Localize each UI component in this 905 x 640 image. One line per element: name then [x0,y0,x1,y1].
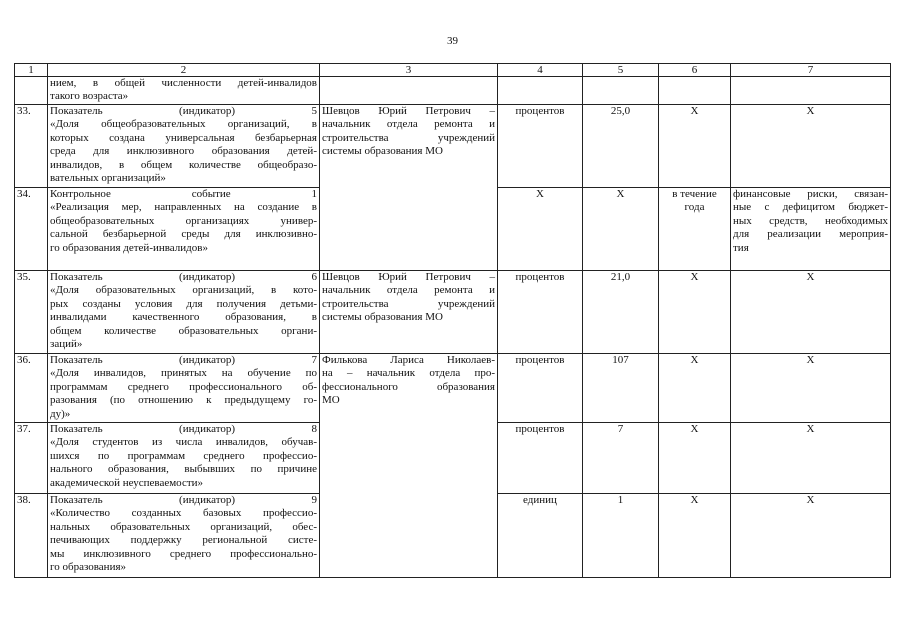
text-line: «Реализация мер, направленных на создание в [50,201,317,214]
text-line: Х [806,423,815,435]
text-line: сальной безбарьерной среды для инклюзивно- [50,228,317,241]
risk-description [731,271,891,354]
text-line: нальных образовательных организаций, обес- [50,520,317,533]
text-line: Показатель (индикатор) 8 [50,423,317,435]
text-line: «Доля студентов из числа инвалидов, обучав- [50,436,317,449]
column-header-6: 6 [659,64,731,77]
text-line: нального образования, выбывших по причине [50,463,317,476]
text-line: Х [690,354,699,366]
text-line: общем количестве образовательных органи- [50,324,317,337]
indicator-value: 107 [583,354,659,423]
text-line: шихся по программам среднего профессио- [50,449,317,462]
text-line: печивающих поддержку региональной систе- [50,534,317,547]
responsible-person [320,271,498,354]
row-number: 33. [15,105,48,188]
indicator-description [48,77,320,105]
text-line: Шевцов Юрий Петрович – [322,105,495,117]
risk-description [731,354,891,423]
row-number: 36. [15,354,48,423]
text-line: Х [806,105,815,117]
indicator-description [48,105,320,188]
responsible-person [320,105,498,271]
text-line: Показатель (индикатор) 6 [50,271,317,283]
completion-term [659,423,731,494]
page-number: 39 [447,35,458,47]
text-line: года [684,201,705,214]
text-line: ных средств, необходимых [733,214,888,227]
completion-term [659,77,731,105]
text-line: «Количество созданных базовых профессио- [50,507,317,520]
text-line: «Доля инвалидов, принятых на обучение по [50,367,317,380]
responsible-person [320,77,498,105]
text-line: Контрольное событие 1 [50,188,317,200]
column-header-1: 1 [15,64,48,77]
text-line: Показатель (индикатор) 9 [50,494,317,506]
text-line: инвалидов, в общем количестве общеобразо- [50,158,317,171]
text-line: го образования» [50,561,127,574]
indicator-description [48,188,320,271]
text-line: рых созданы условия для получения детьми- [50,297,317,310]
unit-of-measure: процентов [498,271,583,354]
text-line: ные с дефицитом бюджет- [733,201,888,214]
table-row [15,271,891,354]
completion-term [659,494,731,578]
indicator-description [48,271,320,354]
unit-of-measure: единиц [498,494,583,578]
indicators-table [14,63,891,578]
completion-term [659,271,731,354]
text-line: строительства учреждений [322,131,495,144]
text-line: в течение [672,188,717,200]
risk-description [731,188,891,271]
column-header-2: 2 [48,64,320,77]
indicator-value: 21,0 [583,271,659,354]
text-line: ду)» [50,407,71,420]
text-line: Х [690,271,699,283]
text-line: мы инклюзивного среднего профессионально- [50,547,317,560]
text-line: Филькова Лариса Николаев- [322,354,495,366]
text-line: «Доля общеобразовательных организаций, в [50,118,317,131]
completion-term [659,188,731,271]
text-line: начальник отдела ремонта и [322,284,495,297]
table-body [15,77,891,578]
unit-of-measure [498,77,583,105]
text-line: нием, в общей численности детей-инвалидов [50,77,317,89]
column-header-3: 3 [320,64,498,77]
text-line: разования (по отношению к предыдущему го- [50,394,317,407]
text-line: на – начальник отдела про- [322,367,495,380]
column-header-7: 7 [731,64,891,77]
indicator-value: 25,0 [583,105,659,188]
text-line: общеобразовательных организациях универ- [50,214,317,227]
text-line: среда для инклюзивного образования детей- [50,145,317,158]
text-line: такого возраста» [50,90,129,103]
risk-description [731,423,891,494]
indicator-value: 1 [583,494,659,578]
table-row [15,354,891,423]
completion-term [659,105,731,188]
text-line: Х [806,354,815,366]
unit-of-measure: процентов [498,105,583,188]
text-line: системы образования МО [322,311,443,324]
responsible-person [320,354,498,578]
text-line: системы образования МО [322,145,443,158]
text-line: МО [322,394,340,407]
row-number: 35. [15,271,48,354]
column-header-5: 5 [583,64,659,77]
column-header-4: 4 [498,64,583,77]
text-line: Шевцов Юрий Петрович – [322,271,495,283]
table-header [15,64,891,77]
text-line: тия [733,241,749,254]
text-line: Х [690,105,699,117]
risk-description [731,494,891,578]
text-line: строительства учреждений [322,297,495,310]
text-line: Х [690,494,699,506]
row-number: 38. [15,494,48,578]
table-row [15,77,891,105]
text-line: которых создана универсальная безбарьерная [50,131,317,144]
text-line: заций» [50,338,83,351]
row-number: 37. [15,423,48,494]
text-line: го образования детей-инвалидов» [50,241,208,254]
text-line: программам среднего профессионального об- [50,380,317,393]
text-line: Показатель (индикатор) 7 [50,354,317,366]
unit-of-measure: процентов [498,354,583,423]
text-line: академической неуспеваемости» [50,476,204,489]
indicator-description [48,423,320,494]
completion-term [659,354,731,423]
text-line: финансовые риски, связан- [733,188,888,200]
row-number: 34. [15,188,48,271]
text-line: Х [806,494,815,506]
table-row [15,105,891,188]
text-line: инвалидами качественного образования, в [50,311,317,324]
indicator-value: 7 [583,423,659,494]
text-line: для реализации мероприя- [733,228,888,241]
text-line: вательных организаций» [50,172,166,185]
indicator-description [48,494,320,578]
indicator-value [583,77,659,105]
text-line: «Доля образовательных организаций, в кото- [50,284,317,297]
text-line: начальник отдела ремонта и [322,118,495,131]
text-line: фессионального образования [322,380,495,393]
indicator-value: Х [583,188,659,271]
text-line: Показатель (индикатор) 5 [50,105,317,117]
text-line: Х [690,423,699,435]
row-number [15,77,48,105]
column-number-row [15,64,891,77]
risk-description [731,77,891,105]
unit-of-measure: Х [498,188,583,271]
unit-of-measure: процентов [498,423,583,494]
text-line: Х [806,271,815,283]
indicator-description [48,354,320,423]
risk-description [731,105,891,188]
